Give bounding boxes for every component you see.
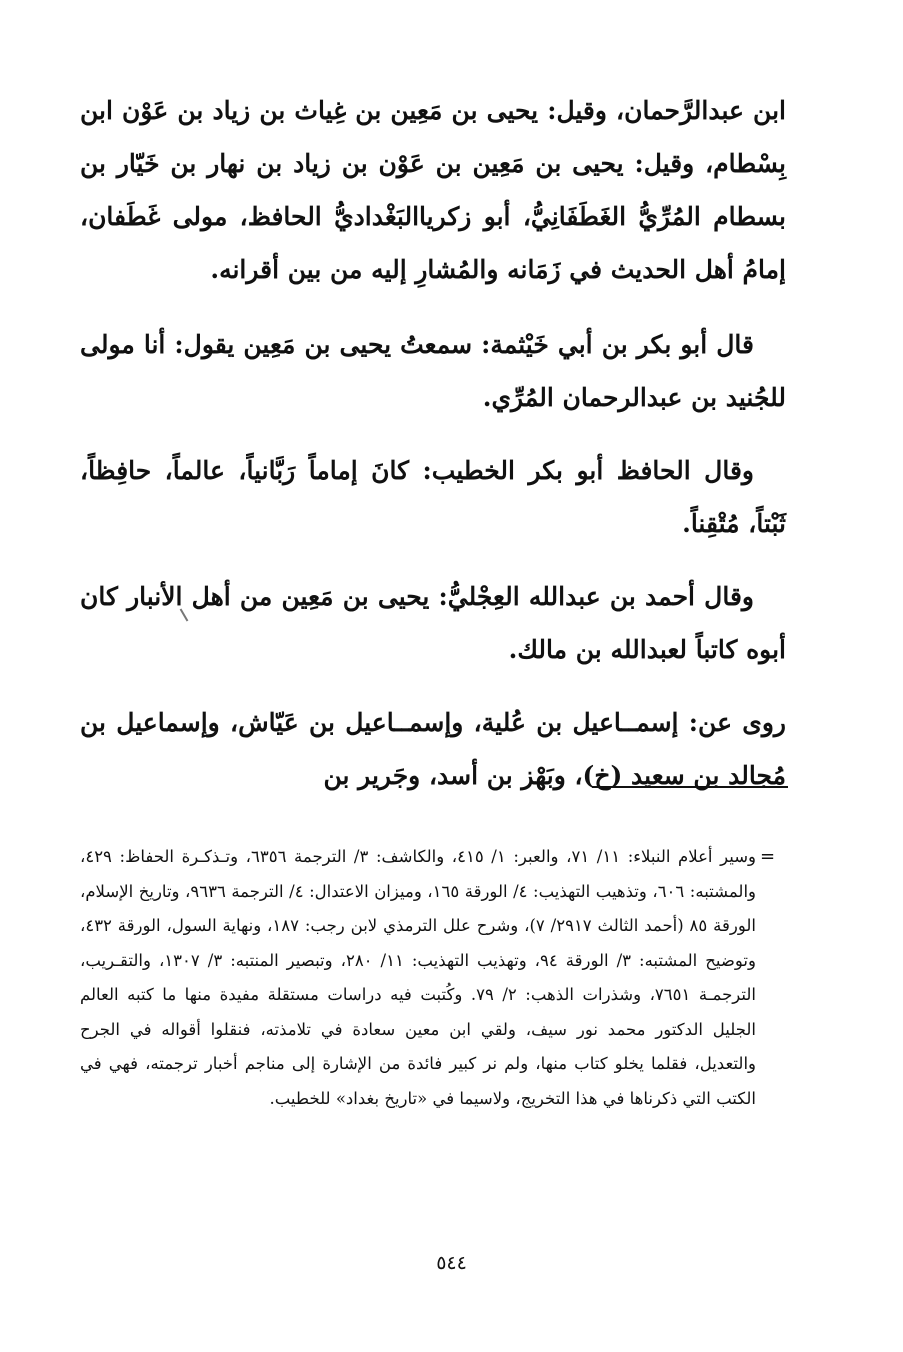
footnote-separator bbox=[592, 786, 788, 788]
footnote-text: وسير أعلام النبلاء: ١١/ ٧١، والعبر: ١/ ٤١٥، والكاشف: ٣/ الترجمة ٦٣٥٦، وتـذكـرة الحفاظ: ٤٢٩، والمشتبه: ٦٠٦، وتذهيب التهذيب: ٤/ الورقة ١٦٥، وميزان الاعتدال: ٤/ الترجمة ٩٦٣٦، وتاريخ الإسلام، الورقة ٨٥ (أحمد الثالث ٢٩١٧/ ٧)، وشرح علل الترمذي لابن رجب: ١٨٧، ونهاية السول، الورقة ٤٣٢، وتوضيح المشتبه: ٣/ الورقة ٩٤، وتهذيب التهذيب: ١١/ ٢٨٠، وتبصير المنتبه: ٣/ ١٣٠٧، والتقـريب، الترجمـة ٧٦٥١، وشذرات الذهب: ٢/ ٧٩. وكُتبت فيه دراسات مستقلة مفيدة منها ما كتبه العالم الجليل الدكتور محمد نور سيف، ولقي ابن معين سعادة في تلامذته، فنقلوا أقواله في الجرح والتعديل، فقلما يخلو كتاب منها، ولم نر كبير فائدة من الإشارة إلى مناجم أخبار ترجمته، فهي في الكتب التي ذكرناها في هذا التخريج، ولاسيما في «تاريخ بغداد» للخطيب. bbox=[80, 847, 756, 1108]
paragraph-al-khatib: وقال الحافظ أبو بكر الخطيب: كانَ إماماً رَبَّانياً، عالماً، حافِظاً، ثَبْتاً، مُتْقِناً. bbox=[80, 456, 786, 538]
paragraph-name-lineage: ابن عبدالرَّحمان، وقيل: يحيى بن مَعِين بن غِياث بن زياد بن عَوْن ابن بِسْطام، وقيل: يحيى بن مَعِين بن عَوْن بن زياد بن نهار بن خَيّار بن بسطام المُرِّيُّ الغَطَفَانِيُّ، أبو زكرياالبَغْداديُّ الحافظ، مولى غَطَفان، إمامُ أهل الحديث في زَمَانه والمُشارِ إليه من بين أقرانه. bbox=[80, 96, 786, 284]
page-number: ٥٤٤ bbox=[436, 1252, 467, 1274]
paragraph-abu-khaythama: قال أبو بكر بن أبي خَيْثمة: سمعتُ يحيى بن مَعِين يقول: أنا مولى للجُنيد بن عبدالرحمان المُرِّي. bbox=[80, 330, 786, 412]
footnote-block bbox=[80, 840, 786, 1116]
main-text bbox=[80, 84, 786, 822]
paragraph-al-ijli: وقال أحمد بن عبدالله العِجْليُّ: يحيى بن مَعِين من أهل الأنبار كان أبوه كاتباً لعبدالله بن مالك. bbox=[80, 582, 786, 664]
paragraph-narrated-from: روى عن: إسمــاعيل بن عُلية، وإسمــاعيل بن عَيّاش، وإسماعيل بن مُجالد بن سعيد (خ)، وبَهْز بن أسد، وجَرير بن bbox=[80, 708, 786, 790]
footnote-continuation-marker: = bbox=[760, 846, 776, 867]
